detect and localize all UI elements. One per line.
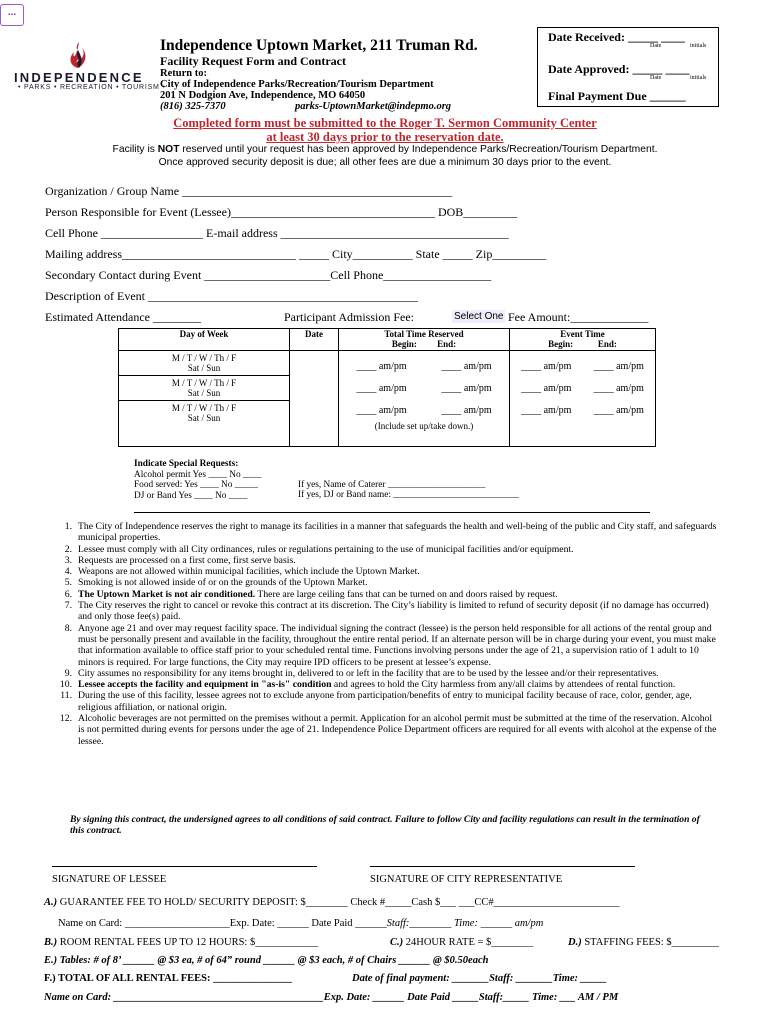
- final-payment-date-field[interactable]: Date of final payment: _______Staff: _______Time: _____: [352, 973, 607, 984]
- date-approved-field[interactable]: Date Approved: _____ ____: [548, 62, 690, 76]
- term-item: [52, 623, 717, 668]
- term-number: 7.: [64, 600, 72, 612]
- final-card-row[interactable]: Name on Card: ________________________________________Exp. Date: ______ Date Paid _____Staff:_____ Time: ___ AM / PM: [44, 992, 619, 1003]
- term-number: 4.: [64, 566, 72, 578]
- mailing-address-field[interactable]: Mailing address_____________________________ _____ City__________ State _____ Zip_________: [45, 247, 547, 261]
- term-text: Alcoholic beverages are not permitted on the premises without a permit. Application for an alcohol permit must be submitted at the time of the reservation. Alcohol is not permitted during events for persons under the age of 21. Independence Police Department officers are required for all events with alcohol at the expense of the lessee.: [78, 713, 717, 747]
- ellipsis-icon: ...: [7, 7, 17, 18]
- schedule-table: [118, 328, 656, 447]
- office-use-box: [537, 27, 719, 107]
- lessee-signature-label: SIGNATURE OF LESSEE: [52, 874, 167, 885]
- secondary-contact-field[interactable]: Secondary Contact during Event _____________________Cell Phone__________________: [45, 268, 492, 282]
- terms-list: [52, 521, 717, 747]
- term-number: 12.: [59, 713, 72, 725]
- date-caption: Date: [650, 75, 662, 81]
- event-description-field[interactable]: Description of Event _____________________________________________: [45, 289, 418, 303]
- submission-notice-line1: Completed form must be submitted to the Roger T. Sermon Community Center: [173, 116, 597, 130]
- attendance-field[interactable]: Estimated Attendance ________: [45, 310, 201, 324]
- term-text: Anyone age 21 and over may request facility space. The individual signing the contract (lessee) is the person held responsible for all actions of the rental group and must be personally present and available in the facility, throughout the entire rental period. If an alternate person will be in charge during your event, you must make that information available to office staff prior to your scheduled rental time. Functions involving persons under the age of 21, a supervision ratio of 1 adult to 10 minors is required. For large functions, the City may require IPD officers to be present at lessee’s expense.: [78, 622, 716, 668]
- room-rental-fee-row[interactable]: B.) ROOM RENTAL FEES UP TO 12 HOURS: $____________: [44, 937, 319, 948]
- dj-name-field[interactable]: If yes, DJ or Band name: ___________________________: [298, 490, 519, 500]
- term-text: The City of Independence reserves the right to manage its facilities in a manner that safeguards the health and well-being of the public and City staff, and safeguards municipal properties.: [78, 521, 717, 544]
- security-deposit-row[interactable]: A.) GUARANTEE FEE TO HOLD/ SECURITY DEPOSIT: $________ Check #_____Cash $___ ___CC#________________________: [44, 897, 620, 908]
- admission-fee-label: Participant Admission Fee:: [284, 310, 414, 324]
- term-text: Weapons are not allowed within municipal facilities, which include the Uptown Market.: [78, 566, 420, 578]
- date-received-field[interactable]: Date Received: _____ ____: [548, 30, 685, 44]
- term-number: 1.: [64, 521, 72, 532]
- term-number: 11.: [60, 690, 72, 702]
- term-text: The City reserves the right to cancel or revoke this contract at its discretion. The City’s liability is limited to refund of security deposit (if no damage has occurred) and only those fee(s) paid.: [78, 600, 709, 623]
- term-item: [52, 577, 717, 588]
- term-item: [52, 555, 717, 566]
- column-header-event-time: Event Time Begin: End:: [510, 329, 656, 351]
- setup-note: (Include set up/take down.): [374, 421, 474, 431]
- term-item: [52, 713, 717, 747]
- term-text: Requests are processed on a first come, first serve basis.: [78, 554, 296, 566]
- day-of-week-cell[interactable]: M / T / W / Th / F Sat / Sun M / T / W / Th / F Sat / Sun M / T / W / Th / F Sat / Sun: [119, 351, 290, 447]
- term-number: 5.: [64, 577, 72, 589]
- term-number: 10.: [59, 679, 72, 691]
- admission-fee-select[interactable]: Select One: [454, 311, 504, 322]
- submission-notice-line2: at least 30 days prior to the reservation date.: [266, 130, 504, 144]
- term-text: During the use of this facility, lessee agrees not to exclude anyone from participation/benefits of entry to municipal facility because of race, color, gender, age, religious affiliation, or national origin.: [78, 690, 692, 713]
- initials-caption: initials: [690, 75, 707, 81]
- term-item: [52, 600, 717, 623]
- term-text: Smoking is not allowed inside of or on the grounds of the Uptown Market.: [78, 577, 368, 589]
- term-item: [52, 690, 717, 713]
- term-item: [52, 589, 717, 600]
- caterer-name-field[interactable]: If yes, Name of Caterer _____________________: [298, 480, 486, 490]
- column-header-day: Day of Week: [119, 329, 290, 351]
- term-item: [52, 566, 717, 577]
- department-address: 201 N Dodgion Ave, Independence, MO 64050: [160, 90, 366, 101]
- city-signature-line[interactable]: [370, 866, 635, 867]
- term-item: [52, 521, 717, 544]
- special-requests: Indicate Special Requests: Alcohol permit Yes ____ No ____ Food served: Yes ____ No _____ DJ or Band Yes ____ No ____: [134, 459, 262, 501]
- lessee-field[interactable]: Person Responsible for Event (Lessee)__________________________________ DOB_________: [45, 205, 518, 219]
- term-item: [52, 668, 717, 679]
- final-payment-field[interactable]: Final Payment Due ______: [548, 89, 686, 103]
- term-number: 8.: [64, 622, 72, 634]
- term-number: 9.: [64, 667, 72, 679]
- city-signature-label: SIGNATURE OF CITY REPRESENTATIVE: [370, 874, 563, 885]
- term-text: Lessee accepts the facility and equipment in "as-is" condition and agrees to hold the City harmless from any/all claims by attendees of rental function.: [78, 679, 676, 691]
- divider: [134, 512, 650, 513]
- alcohol-permit-field[interactable]: Alcohol permit Yes ____ No ____: [134, 469, 262, 480]
- event-time-cell[interactable]: ____ am/pm ____ am/pm ____ am/pm ____ am/pm ____ am/pm ____ am/pm: [510, 351, 656, 447]
- date-cell[interactable]: [290, 351, 339, 447]
- return-to-label: Return to:: [160, 68, 207, 79]
- cell-email-field[interactable]: Cell Phone _________________ E-mail address ______________________________________: [45, 226, 509, 240]
- total-time-cell[interactable]: ____ am/pm ____ am/pm ____ am/pm ____ am/pm ____ am/pm ____ am/pm (Include set up/take down.): [339, 351, 510, 447]
- term-text: Lessee must comply with all City ordinances, rules or regulations pertaining to the use of municipal facilities and/or equipment.: [78, 543, 574, 555]
- flame-logo-icon: [62, 40, 96, 72]
- daily-rate-field[interactable]: C.) 24HOUR RATE = $________: [390, 937, 534, 948]
- term-text: City assumes no responsibility for any items brought in, delivered to or left in the facility that are to be used by the lessee and/or their representatives.: [78, 667, 659, 679]
- deposit-notice: Once approved security deposit is due; all other fees are due a minimum 30 days prior to the event.: [158, 157, 612, 168]
- menu-button[interactable]: [0, 4, 24, 26]
- deposit-card-row[interactable]: Name on Card: ____________________Exp. Date: ______ Date Paid ______Staff:________ Time: ______ am/pm: [58, 918, 544, 929]
- department-name: City of Independence Parks/Recreation/Tourism Department: [160, 79, 434, 90]
- form-subtitle: Facility Request Form and Contract: [160, 54, 346, 68]
- total-fees-field[interactable]: F.) TOTAL OF ALL RENTAL FEES: _______________: [44, 973, 292, 984]
- page-title: Independence Uptown Market, 211 Truman Rd.: [160, 37, 478, 54]
- department-phone: (816) 325-7370: [160, 101, 226, 112]
- logo-tagline: • PARKS • RECREATION • TOURISM •: [18, 84, 166, 91]
- logo-wordmark: INDEPENDENCE: [14, 70, 144, 85]
- facility-notice: Facility is NOT reserved until your request has been approved by Independence Parks/Recreation/Tourism Department.: [112, 144, 658, 155]
- term-text: The Uptown Market is not air conditioned. There are large ceiling fans that can be turned on and doors raised by request.: [78, 588, 558, 600]
- lessee-signature-line[interactable]: [52, 866, 317, 867]
- column-header-date: Date: [290, 329, 339, 351]
- term-number: 2.: [64, 543, 72, 555]
- agreement-statement: By signing this contract, the undersigned agrees to all conditions of said contract. Failure to follow City and facility regulations can result in the termination of this contract.: [70, 814, 700, 836]
- term-number: 6.: [64, 588, 72, 600]
- dj-band-field[interactable]: DJ or Band Yes ____ No ____: [134, 490, 248, 501]
- organization-field[interactable]: Organization / Group Name _____________________________________________: [45, 184, 453, 198]
- term-item: [52, 544, 717, 555]
- term-number: 3.: [64, 554, 72, 566]
- department-email: parks-UptownMarket@indepmo.org: [295, 101, 452, 112]
- tables-chairs-row[interactable]: E.) Tables: # of 8’ ______ @ $3 ea, # of 64” round ______ @ $3 each, # of Chairs ______ @ $0.50each: [44, 955, 489, 966]
- staffing-fee-field[interactable]: D.) STAFFING FEES: $_________: [568, 937, 719, 948]
- column-header-total-time: Total Time Reserved Begin: End:: [339, 329, 510, 351]
- food-served-field[interactable]: Food served: Yes ____ No _____: [134, 480, 258, 490]
- initials-caption: initials: [690, 43, 707, 49]
- term-item: [52, 679, 717, 690]
- date-caption: Date: [650, 43, 662, 49]
- fee-amount-field[interactable]: Fee Amount:_____________: [508, 310, 649, 324]
